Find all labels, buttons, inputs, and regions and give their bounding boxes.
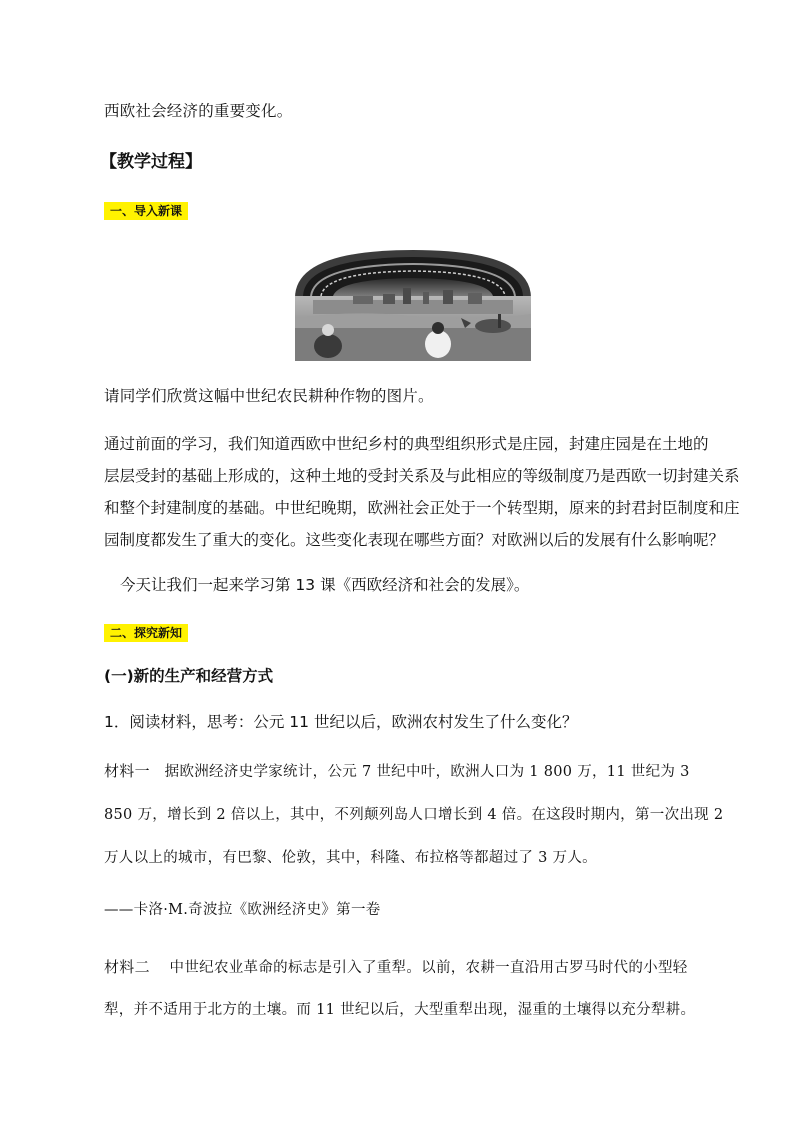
material1-label: 材料一: [104, 762, 150, 780]
material2-line-1: [104, 957, 688, 978]
material1-text-1: 据欧洲经济史学家统计，公元 7 世纪中叶，欧洲人口为 1 800 万，11 世纪为 3: [164, 764, 690, 780]
intro-paragraph-line-1: 通过前面的学习，我们知道西欧中世纪乡村的典型组织形式是庄园，封建庄园是在土地的: [104, 435, 709, 453]
material2-line-2: 犁，并不适用于北方的土壤。而 11 世纪以后，大型重犁出现，湿重的土壤得以充分犁耕。: [104, 1002, 696, 1018]
intro-paragraph-line-2: 层层受封的基础上形成的，这种土地的受封关系及与此相应的等级制度乃是西欧一切封建关系: [104, 467, 740, 485]
part1-tag-text: 一、导入新课: [104, 202, 188, 220]
part1-tag: [104, 200, 188, 221]
part2-tag-text: 二、探究新知: [104, 624, 188, 642]
intro-line: 西欧社会经济的重要变化。: [104, 102, 293, 120]
material2-label: 材料二: [104, 958, 150, 976]
material1-source: ——卡洛·M.奇波拉《欧洲经济史》第一卷: [104, 902, 381, 918]
image-caption: 请同学们欣赏这幅中世纪农民耕种作物的图片。: [104, 387, 434, 405]
material1-line-3: 万人以上的城市，有巴黎、伦敦，其中，科隆、布拉格等都超过了 3 万人。: [104, 850, 597, 866]
medieval-farming-illustration: [293, 248, 533, 361]
material2-text-1: 中世纪农业革命的标志是引入了重犁。以前，农耕一直沿用古罗马时代的小型轻: [169, 960, 688, 976]
question-line: 1．阅读材料，思考：公元 11 世纪以后，欧洲农村发生了什么变化？: [104, 713, 578, 731]
material1-line-2: 850 万，增长到 2 倍以上，其中，不列颠列岛人口增长到 4 倍。在这段时期内，第一次出现 2: [104, 807, 724, 823]
intro-paragraph-line-4: 园制度都发生了重大的变化。这些变化表现在哪些方面？对欧洲以后的发展有什么影响呢？: [104, 531, 725, 549]
sub-heading: (一)新的生产和经营方式: [104, 667, 274, 685]
part2-tag: [104, 622, 188, 643]
material1-line-1: [104, 761, 690, 782]
lesson-line: 今天让我们一起来学习第 13 课《西欧经济和社会的发展》。: [120, 576, 530, 594]
intro-paragraph-line-3: 和整个封建制度的基础。中世纪晚期，欧洲社会正处于一个转型期，原来的封君封臣制度和庄: [104, 499, 740, 517]
section-heading: 【教学过程】: [100, 152, 202, 172]
